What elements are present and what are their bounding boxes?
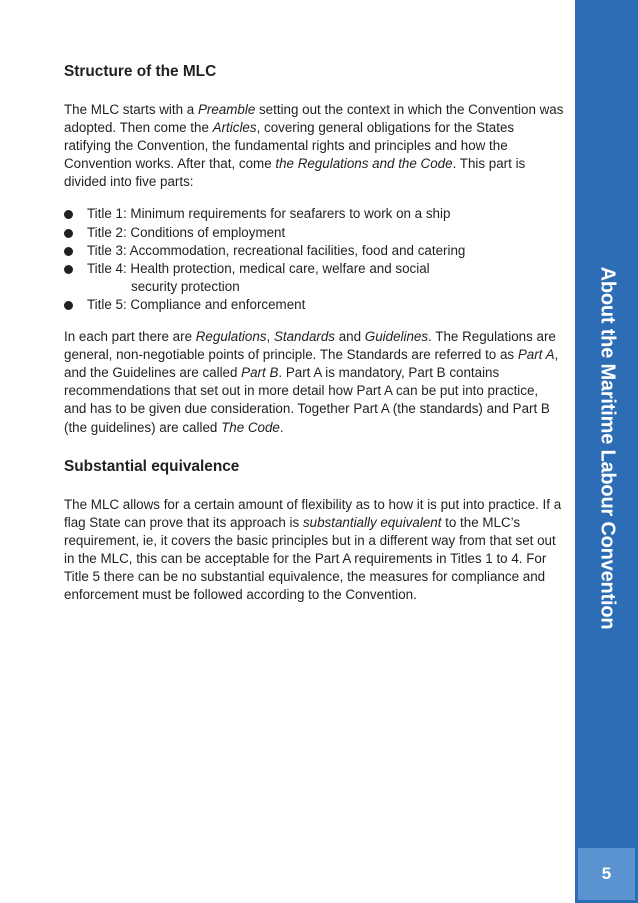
title-label-continuation: security protection	[131, 278, 240, 294]
title-list-item	[64, 224, 564, 242]
titles-list	[64, 205, 564, 314]
title-label: Title 3: Accommodation, recreational facilities, food and catering	[87, 242, 466, 258]
bullet-icon	[64, 247, 73, 256]
sidebar-title: About the Maritime Labour Convention	[596, 266, 618, 630]
bullet-icon	[64, 210, 73, 219]
title-list-item	[64, 205, 564, 223]
bullet-icon	[64, 265, 73, 274]
page-content	[64, 62, 564, 618]
title-label: Title 2: Conditions of employment	[87, 224, 286, 240]
title-list-item	[64, 296, 564, 314]
title-label: Title 4: Health protection, medical care, welfare and social	[87, 260, 430, 276]
page-number-box	[578, 848, 635, 900]
equivalence-paragraph: The MLC allows for a certain amount of flexibility as to how it is put into practice. If a flag State can prove that its approach is substantially equivalent to the MLC’s requirement, ie, it covers the basic principles but in a different way from that set out in the MLC, this can be acceptable for the Part A requirements in Titles 1 to 4. For Title 5 there can be no substantial equivalence, the measures for compliance and enforcement must be followed according to the Convention.	[64, 496, 562, 603]
bullet-icon	[64, 301, 73, 310]
title-label: Title 5: Compliance and enforcement	[87, 296, 306, 312]
title-label: Title 1: Minimum requirements for seafarers to work on a ship	[87, 206, 451, 222]
section-heading-structure: Structure of the MLC	[64, 63, 217, 80]
sidebar-band	[575, 0, 638, 903]
title-list-item	[64, 242, 564, 260]
section-heading-equivalence: Substantial equivalence	[64, 457, 240, 475]
title-list-item	[64, 260, 564, 296]
page-number: 5	[601, 864, 612, 883]
intro-paragraph: The MLC starts with a Preamble setting out the context in which the Convention was adopted. Then come the Articles, covering general obligations for the States ratifying the Convention, the fundamental rights and principles and how the Convention works. After that, come the Regulations and the Code. This part is divided into five parts:	[64, 102, 564, 190]
bullet-icon	[64, 229, 73, 238]
parts-paragraph: In each part there are Regulations, Standards and Guidelines. The Regulations are general, non-negotiable points of principle. The Standards are referred to as Part A, and the Guidelines are called Part B. Part A is mandatory, Part B contains recommendations that set out in more detail how Part A can be put into practice, and has to be given due consideration. Together Part A (the standards) and Part B (the guidelines) are called The Code.	[64, 329, 559, 435]
